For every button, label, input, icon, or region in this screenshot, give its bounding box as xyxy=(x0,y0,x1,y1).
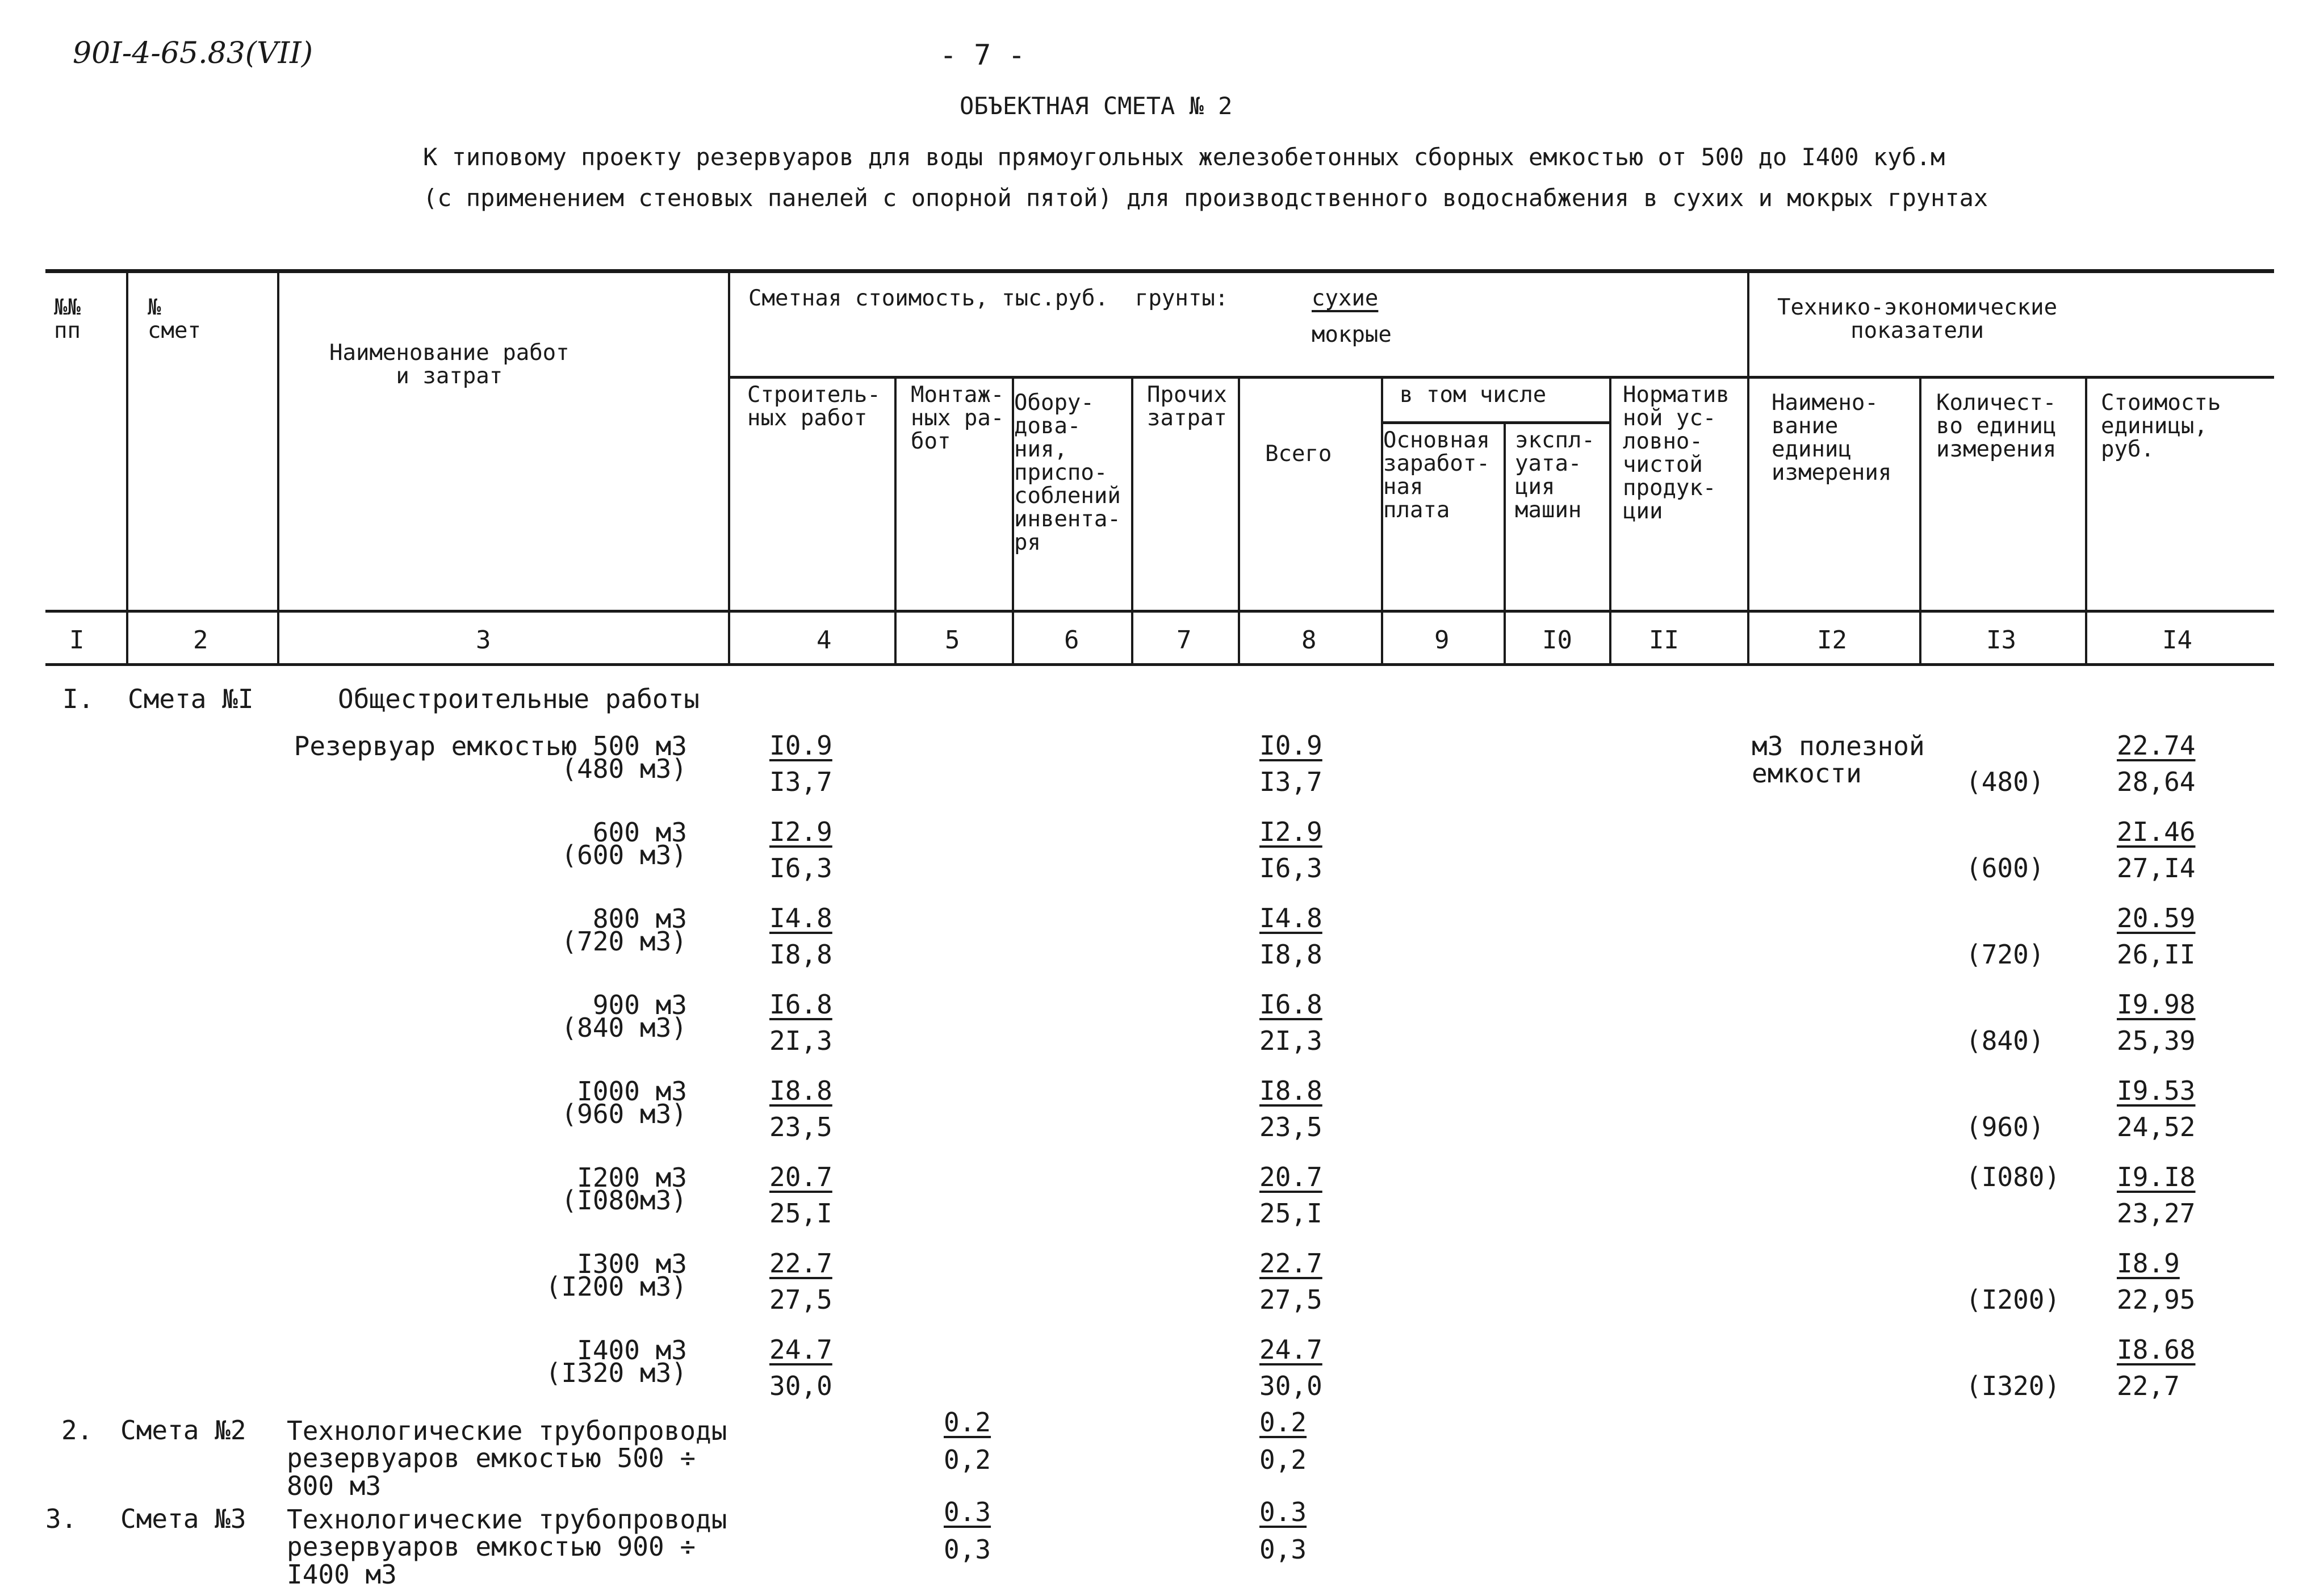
section-3-name: Технологические трубопроводы резервуаров емкостью 900 ÷ I400 м3 xyxy=(287,1504,727,1590)
column-number: 4 xyxy=(817,626,832,655)
header-col-total: Всего xyxy=(1265,441,1332,467)
reservoir-label: I400 м3 xyxy=(577,1335,687,1365)
reservoir-label: Резервуар емкостью 500 м3 xyxy=(294,731,687,761)
build-cost-dry: I2.9 xyxy=(769,816,832,847)
total-cost-wet: 23,5 xyxy=(1259,1112,1322,1142)
header-col-build: Строитель- ных работ xyxy=(747,382,881,431)
total-cost-wet: I8,8 xyxy=(1259,939,1322,970)
header-incl-group: в том числе xyxy=(1400,382,1547,408)
build-cost-wet: I8,8 xyxy=(769,939,832,970)
total-cost-dry: I2.9 xyxy=(1259,816,1322,847)
header-col-smeta: № смет xyxy=(148,295,201,344)
section-3-total-dry: 0.3 xyxy=(1259,1497,1307,1527)
reservoir-label: 800 м3 xyxy=(592,903,687,934)
reservoir-capacity: (960 м3) xyxy=(561,1099,687,1129)
subtitle-line-1: К типовому проекту резервуаров для воды прямоугольных железобетонных сборных емкостью от 500 до I400 куб.м xyxy=(423,143,1945,171)
unit-cost-wet: 23,27 xyxy=(2117,1198,2196,1229)
unit-quantity: (I320) xyxy=(1966,1371,2061,1401)
reservoir-capacity: (I200 м3) xyxy=(545,1271,687,1302)
unit-cost-dry: I9.98 xyxy=(2117,989,2196,1020)
unit-cost-wet: 22,95 xyxy=(2117,1284,2196,1315)
unit-cost-wet: 25,39 xyxy=(2117,1025,2196,1056)
section-3-number: 3. xyxy=(45,1503,77,1534)
total-cost-dry: 22.7 xyxy=(1259,1248,1322,1279)
column-number: I xyxy=(69,626,85,655)
section-2-mount-dry: 0.2 xyxy=(944,1407,991,1438)
section-2-smeta: Смета №2 xyxy=(120,1415,246,1446)
build-cost-dry: 22.7 xyxy=(769,1248,832,1279)
column-number: 7 xyxy=(1176,626,1192,655)
column-number: 6 xyxy=(1064,626,1079,655)
header-col-mount: Монтаж- ных ра- бот xyxy=(911,382,1004,454)
column-number: I3 xyxy=(1986,626,2016,655)
unit-cost-wet: 24,52 xyxy=(2117,1112,2196,1142)
reservoir-capacity: (840 м3) xyxy=(561,1012,687,1043)
header-cost-group: Сметная стоимость, тыс.руб. грунты: xyxy=(748,286,1229,311)
page-number: - 7 - xyxy=(940,39,1025,72)
column-number: II xyxy=(1649,626,1679,655)
column-number: 8 xyxy=(1301,626,1317,655)
document-code: 90I-4-65.83(VII) xyxy=(73,36,313,70)
header-col-machines: экспл- уата- ция машин xyxy=(1515,428,1595,523)
column-number: I4 xyxy=(2162,626,2192,655)
build-cost-dry: I8.8 xyxy=(769,1075,832,1106)
section-3-mount-wet: 0,3 xyxy=(944,1534,991,1565)
header-ground-wet: мокрые xyxy=(1312,322,1392,347)
section-2-total-dry: 0.2 xyxy=(1259,1407,1307,1438)
section-1-unit-label: м3 полезной емкости xyxy=(1752,731,1925,789)
reservoir-label: I300 м3 xyxy=(577,1249,687,1279)
section-3-total-wet: 0,3 xyxy=(1259,1534,1307,1565)
header-col-norm: Норматив ной ус- ловно- чистой продук- ции xyxy=(1623,382,1730,524)
total-cost-dry: I8.8 xyxy=(1259,1075,1322,1106)
unit-quantity: (600) xyxy=(1966,853,2045,883)
unit-cost-dry: I8.68 xyxy=(2117,1334,2196,1365)
section-1-number: I. xyxy=(62,684,94,714)
unit-quantity: (960) xyxy=(1966,1112,2045,1142)
unit-quantity: (I200) xyxy=(1966,1284,2061,1315)
unit-cost-dry: I8.9 xyxy=(2117,1248,2180,1279)
section-2-total-wet: 0,2 xyxy=(1259,1444,1307,1475)
unit-cost-dry: I9.I8 xyxy=(2117,1162,2196,1192)
unit-cost-dry: I9.53 xyxy=(2117,1075,2196,1106)
document-title: ОБЪЕКТНАЯ СМЕТА № 2 xyxy=(960,92,1233,120)
total-cost-wet: 2I,3 xyxy=(1259,1025,1322,1056)
unit-cost-wet: 28,64 xyxy=(2117,766,2196,797)
header-ground-dry: сухие xyxy=(1312,286,1379,311)
header-col-other: Прочих затрат xyxy=(1147,382,1227,431)
header-col-unit: Наимено- вание единиц измерения xyxy=(1772,390,1892,485)
build-cost-dry: I4.8 xyxy=(769,903,832,933)
build-cost-dry: 20.7 xyxy=(769,1162,832,1192)
section-3-mount-dry: 0.3 xyxy=(944,1497,991,1527)
reservoir-label: I200 м3 xyxy=(577,1162,687,1193)
build-cost-wet: 2I,3 xyxy=(769,1025,832,1056)
build-cost-dry: I0.9 xyxy=(769,730,832,761)
reservoir-capacity: (720 м3) xyxy=(561,926,687,957)
build-cost-wet: I6,3 xyxy=(769,853,832,883)
total-cost-wet: I6,3 xyxy=(1259,853,1322,883)
column-number: I0 xyxy=(1542,626,1572,655)
unit-cost-dry: 2I.46 xyxy=(2117,816,2196,847)
section-2-mount-wet: 0,2 xyxy=(944,1444,991,1475)
unit-cost-wet: 22,7 xyxy=(2117,1371,2180,1401)
unit-cost-dry: 22.74 xyxy=(2117,730,2196,761)
total-cost-dry: I0.9 xyxy=(1259,730,1322,761)
subtitle-line-2: (с применением стеновых панелей с опорной пятой) для производственного водоснабжения в сухих и мокрых грунтах xyxy=(423,184,1988,212)
section-1-smeta: Смета №I xyxy=(128,684,254,714)
column-number: 2 xyxy=(193,626,208,655)
total-cost-dry: 20.7 xyxy=(1259,1162,1322,1192)
build-cost-wet: 25,I xyxy=(769,1198,832,1229)
unit-quantity: (840) xyxy=(1966,1025,2045,1056)
total-cost-wet: 30,0 xyxy=(1259,1371,1322,1401)
build-cost-dry: 24.7 xyxy=(769,1334,832,1365)
build-cost-wet: 30,0 xyxy=(769,1371,832,1401)
build-cost-dry: I6.8 xyxy=(769,989,832,1020)
total-cost-wet: I3,7 xyxy=(1259,766,1322,797)
column-number: 3 xyxy=(476,626,491,655)
section-1-name: Общестроительные работы xyxy=(338,684,700,714)
unit-quantity: (720) xyxy=(1966,939,2045,970)
column-number: 5 xyxy=(945,626,960,655)
unit-cost-wet: 26,II xyxy=(2117,939,2196,970)
total-cost-dry: 24.7 xyxy=(1259,1334,1322,1365)
section-2-name: Технологические трубопроводы резервуаров емкостью 500 ÷ 800 м3 xyxy=(287,1415,727,1501)
column-number: I2 xyxy=(1817,626,1847,655)
build-cost-wet: I3,7 xyxy=(769,766,832,797)
total-cost-dry: I4.8 xyxy=(1259,903,1322,933)
unit-quantity: (480) xyxy=(1966,766,2045,797)
reservoir-capacity: (480 м3) xyxy=(561,753,687,784)
header-col-qty: Количест- во единиц измерения xyxy=(1936,390,2057,462)
header-col-unitcost: Стоимость единицы, руб. xyxy=(2101,390,2221,462)
reservoir-capacity: (I080м3) xyxy=(561,1185,687,1216)
header-col-name: Наименование работ и затрат xyxy=(329,340,570,389)
unit-cost-dry: 20.59 xyxy=(2117,903,2196,933)
reservoir-label: 600 м3 xyxy=(592,817,687,848)
header-tech-group: Технико-экономические показатели xyxy=(1777,295,2058,344)
unit-cost-wet: 27,I4 xyxy=(2117,853,2196,883)
header-col-equip: Обору- дова- ния, приспо- соблений инвента- ря xyxy=(1014,390,1121,555)
build-cost-wet: 27,5 xyxy=(769,1284,832,1315)
total-cost-wet: 27,5 xyxy=(1259,1284,1322,1315)
header-col-salary: Основная заработ- ная плата xyxy=(1383,428,1490,523)
section-3-smeta: Смета №3 xyxy=(120,1503,246,1534)
reservoir-label: I000 м3 xyxy=(577,1076,687,1107)
header-col-number: №№ пп xyxy=(54,295,81,344)
build-cost-wet: 23,5 xyxy=(769,1112,832,1142)
total-cost-wet: 25,I xyxy=(1259,1198,1322,1229)
reservoir-capacity: (600 м3) xyxy=(561,840,687,870)
total-cost-dry: I6.8 xyxy=(1259,989,1322,1020)
unit-quantity: (I080) xyxy=(1966,1162,2061,1192)
reservoir-capacity: (I320 м3) xyxy=(545,1358,687,1388)
column-number: 9 xyxy=(1434,626,1450,655)
reservoir-label: 900 м3 xyxy=(592,990,687,1020)
section-2-number: 2. xyxy=(61,1415,93,1446)
